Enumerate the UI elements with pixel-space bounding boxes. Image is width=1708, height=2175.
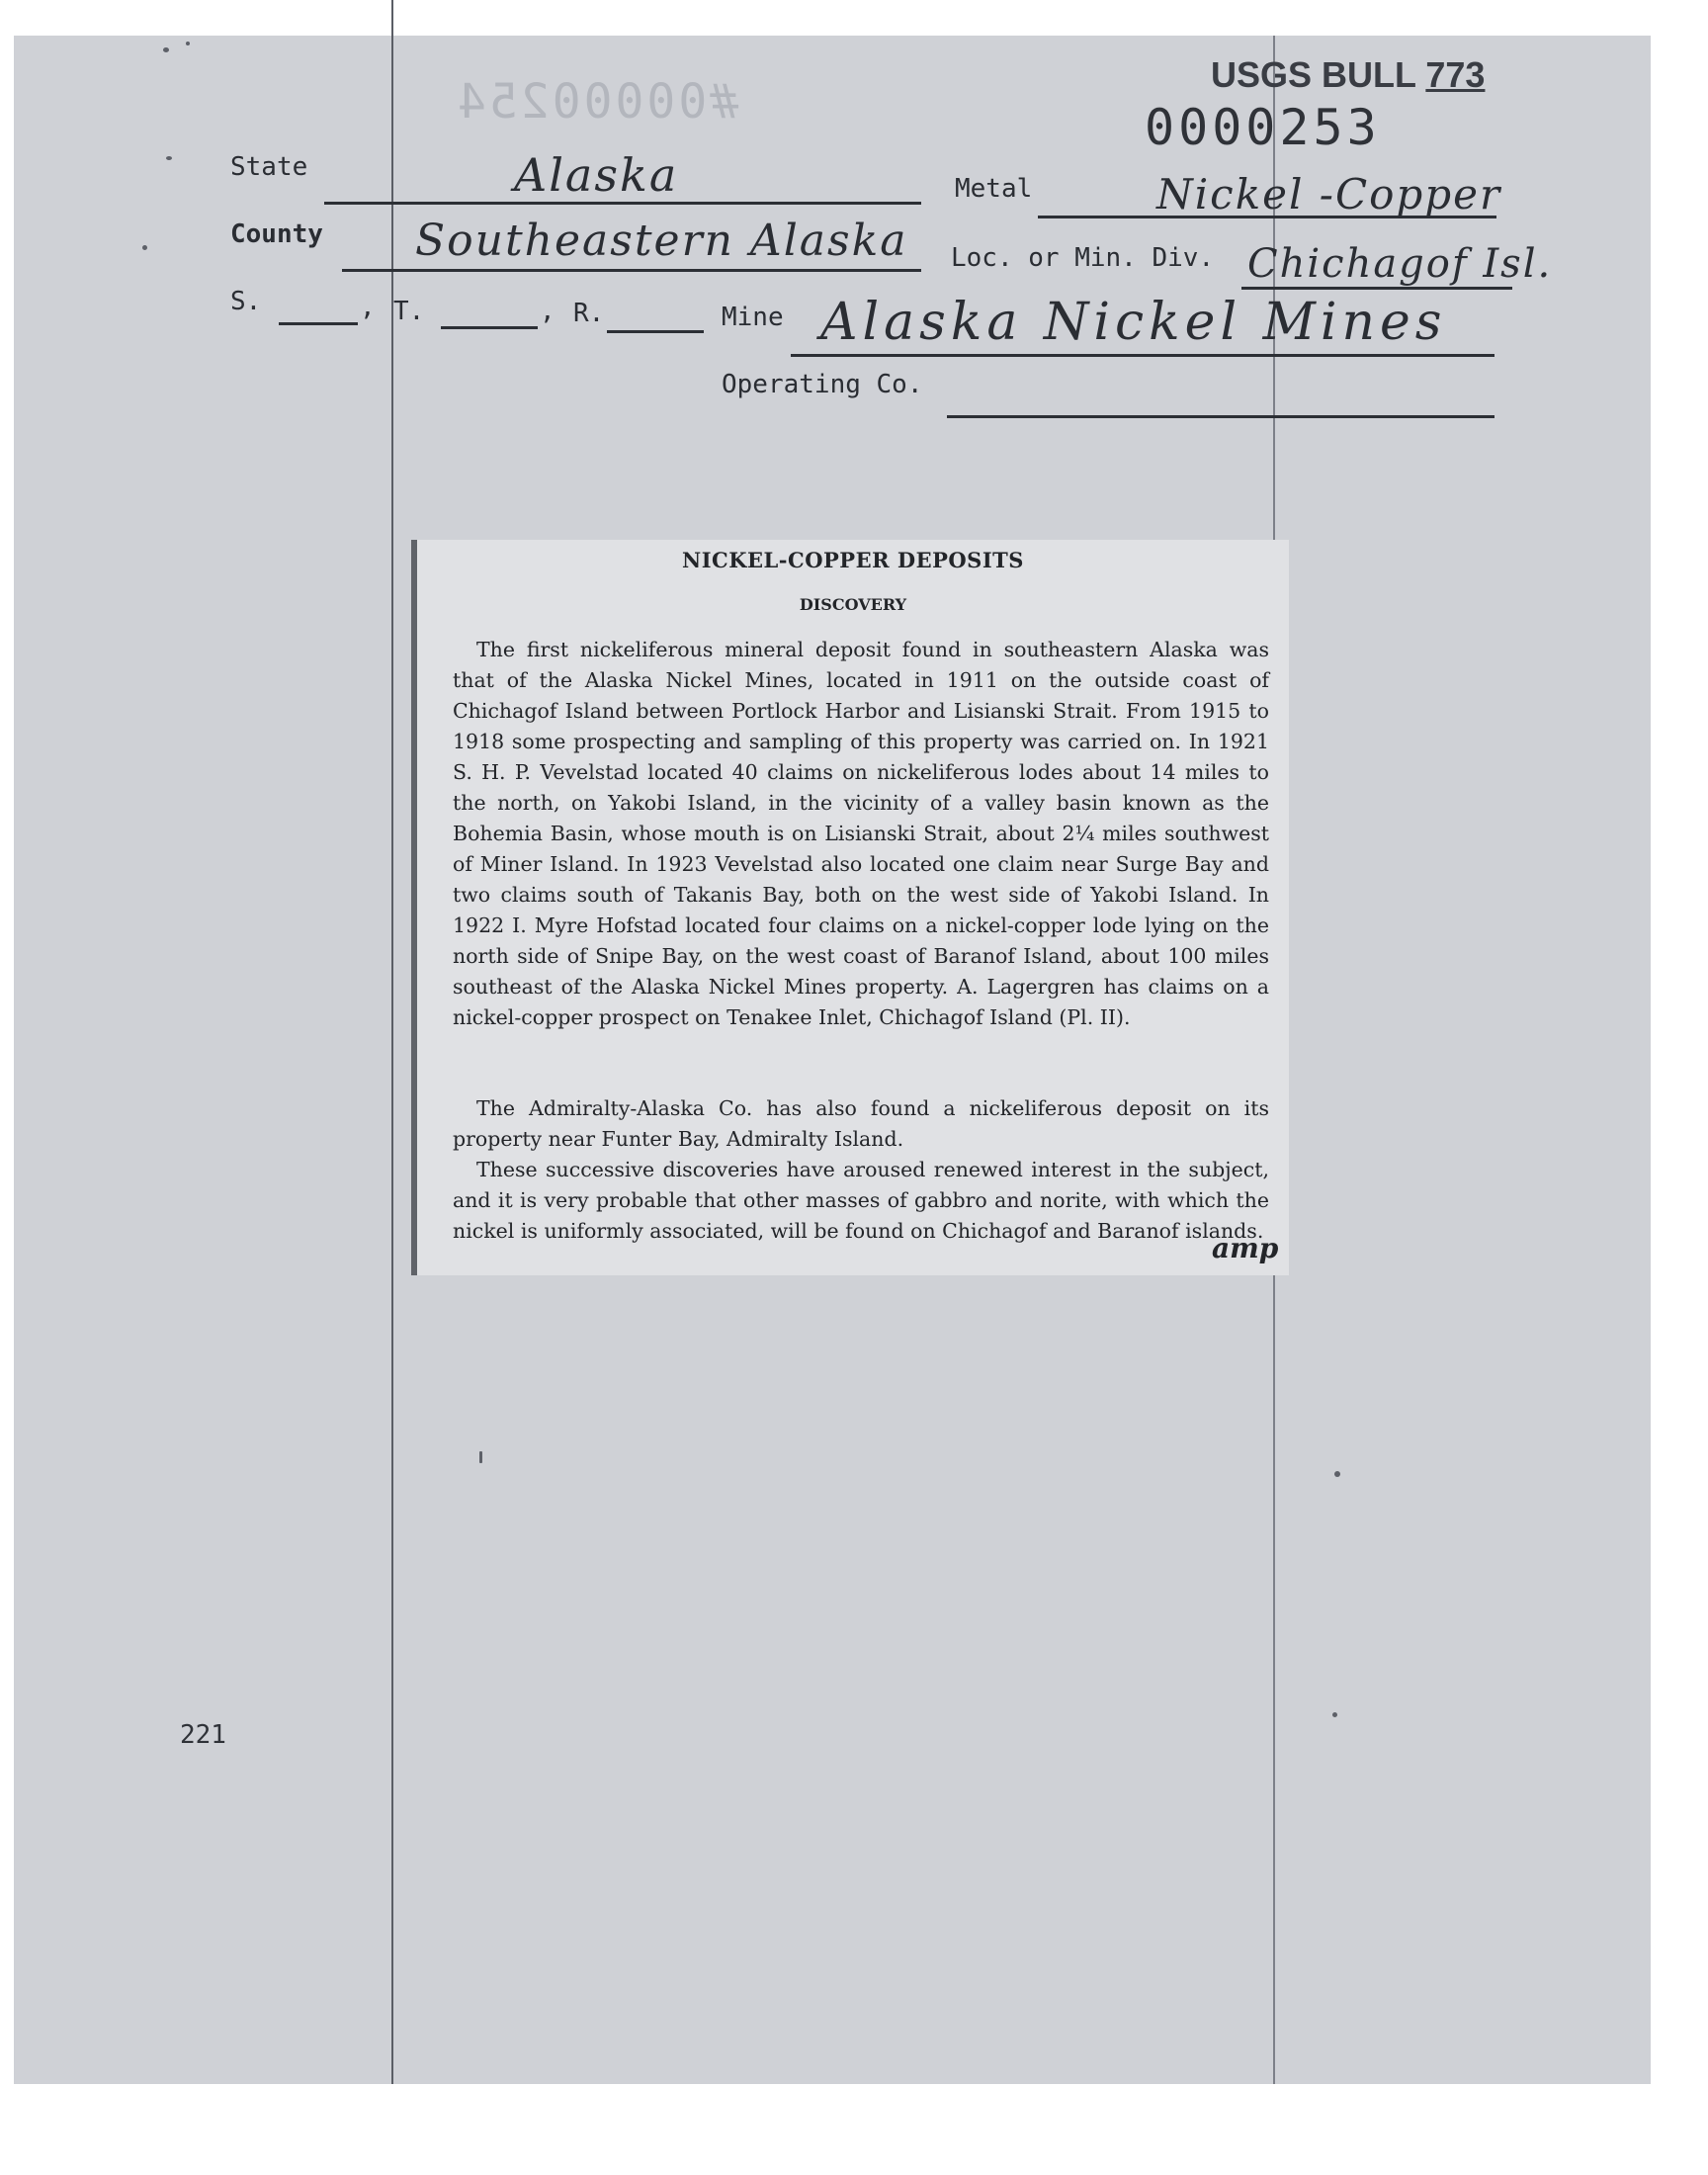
location-value: Chichagof Isl.: [1247, 241, 1553, 287]
clipping-subtitle: DISCOVERY: [799, 595, 907, 614]
clipping-paragraph-1: The first nickeliferous mineral deposit found in southeastern Alaska was that of the Alaska Nickel Mines, located in 1911 on the outside coast of Chichagof Island between Portlock Harbor and Lisianski Strait. From 1915 to 1918 some prospecting and sampling of this property was carried on. In 1921 S. H. P. Vevelstad located 40 claims on nickeliferous lodes about 14 miles to the north, on Yakobi Island, in the vicinity of a valley basin known as the Bohemia Basin, whose mouth is on Lisianski Strait, about 2¼ miles southwest of Miner Island. In 1923 Vevelstad also located one claim near Surge Bay and two claims south of Takanis Bay, both on the west side of Yakobi Island. In 1922 I. Myre Hofstad located four claims on a nickel-copper lode lying on the north side of Snipe Bay, on the west coast of Baranof Island, about 100 miles southeast of the Alaska Nickel Mines property. A. Lagergren has claims on a nickel-copper prospect on Tenakee Inlet, Chichagof Island (Pl. II).: [453, 638, 1269, 1029]
mine-value: Alaska Nickel Mines: [820, 293, 1447, 352]
section-label: S.: [230, 287, 262, 316]
state-rule: [324, 202, 921, 205]
page-number: 221: [180, 1720, 226, 1750]
state-label: State: [230, 152, 308, 182]
metal-label: Metal: [955, 174, 1033, 204]
serial-number: 0000253: [1145, 99, 1381, 156]
scan-speck: [163, 47, 169, 52]
state-value: Alaska: [514, 148, 679, 202]
scan-speck: [142, 245, 147, 250]
location-label: Loc. or Min. Div.: [951, 243, 1215, 273]
reference-prefix: USGS BULL: [1211, 54, 1416, 95]
section-comma: ,: [360, 293, 376, 322]
bulletin-reference: [1211, 54, 1485, 96]
clipping-paragraph-2: The Admiralty-Alaska Co. has also found a nickeliferous deposit on its property near Funter Bay, Admiralty Island.: [453, 1096, 1269, 1151]
metal-value: Nickel -Copper: [1156, 170, 1502, 218]
reference-number: 773: [1425, 54, 1486, 95]
scan-speck: [479, 1451, 482, 1463]
township-comma: ,: [540, 297, 555, 326]
faint-stamp: #00000254: [455, 74, 739, 130]
section-rule: [279, 322, 358, 325]
operating-co-rule: [947, 415, 1494, 418]
county-rule: [342, 269, 921, 272]
county-label: County: [230, 219, 323, 249]
scan-speck: [1334, 1471, 1340, 1477]
scan-speck: [166, 156, 172, 160]
county-value: Southeastern Alaska: [415, 216, 908, 266]
range-rule: [607, 330, 704, 333]
clipping-paragraph-3: These successive discoveries have aroused renewed interest in the subject, and it is very probable that other masses of gabbro and norite, with which the nickel is uniformly associated, will be found on Chichagof and Baranof islands.: [453, 1158, 1269, 1243]
township-label: T.: [393, 297, 425, 326]
scan-speck: [186, 42, 190, 45]
township-rule: [441, 326, 538, 329]
range-label: R.: [573, 299, 605, 328]
clipping-title: NICKEL-COPPER DEPOSITS: [682, 548, 1024, 572]
operating-co-label: Operating Co.: [722, 370, 923, 399]
location-rule: [1241, 287, 1512, 290]
reviewer-initials: amp: [1212, 1232, 1279, 1264]
mine-rule: [791, 354, 1494, 357]
mine-label: Mine: [722, 303, 784, 332]
text-clipping: [411, 540, 1289, 1275]
scan-speck: [1332, 1712, 1337, 1717]
